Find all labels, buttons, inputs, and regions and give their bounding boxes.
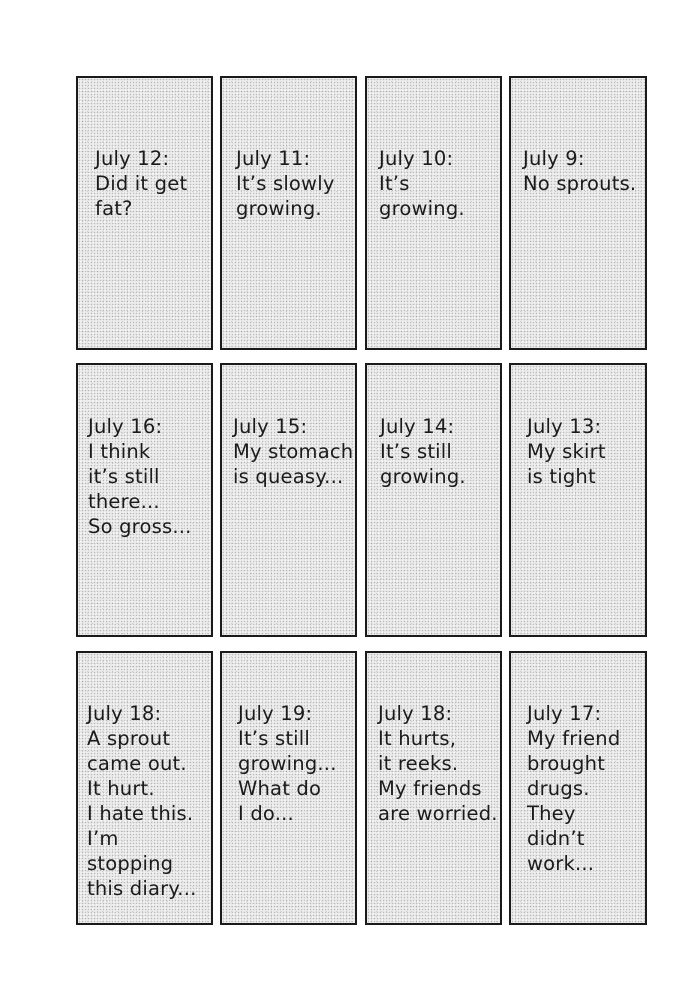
comic-panel-july-14: [365, 363, 502, 637]
diary-entry-text: July 14: It’s still growing.: [380, 415, 466, 488]
diary-entry-text: July 19: It’s still growing... What do I do...: [238, 702, 337, 825]
comic-panel-july-16: [76, 363, 213, 637]
diary-entry-text: July 16: I think it’s still there... So gross...: [88, 415, 192, 538]
comic-panel-july-15: [220, 363, 357, 637]
comic-panel-july-10: [365, 76, 502, 350]
comic-panel-july-9: [509, 76, 647, 350]
comic-panel-july-17: [509, 651, 647, 925]
diary-entry-text: July 10: It’s growing.: [379, 147, 465, 220]
diary-entry-text: July 13: My skirt is tight: [527, 415, 606, 488]
diary-entry-text: July 12: Did it get fat?: [95, 147, 188, 220]
diary-entry-text: July 18: A sprout came out. It hurt. I hate this. I’m stopping this diary...: [87, 702, 197, 900]
comic-panel-july-19: [220, 651, 357, 925]
diary-entry-text: July 18: It hurts, it reeks. My friends are worried.: [378, 702, 498, 825]
comic-panel-july-12: [76, 76, 213, 350]
diary-entry-text: July 17: My friend brought drugs. They didn’t work...: [527, 702, 621, 875]
diary-entry-text: July 11: It’s slowly growing.: [236, 147, 335, 220]
comic-panel-july-11: [220, 76, 357, 350]
comic-panel-july-18-a: [76, 651, 213, 925]
comic-panel-july-18-b: [365, 651, 502, 925]
diary-entry-text: July 9: No sprouts.: [523, 147, 637, 195]
comic-panel-july-13: [509, 363, 647, 637]
diary-entry-text: July 15: My stomach is queasy...: [233, 415, 354, 488]
